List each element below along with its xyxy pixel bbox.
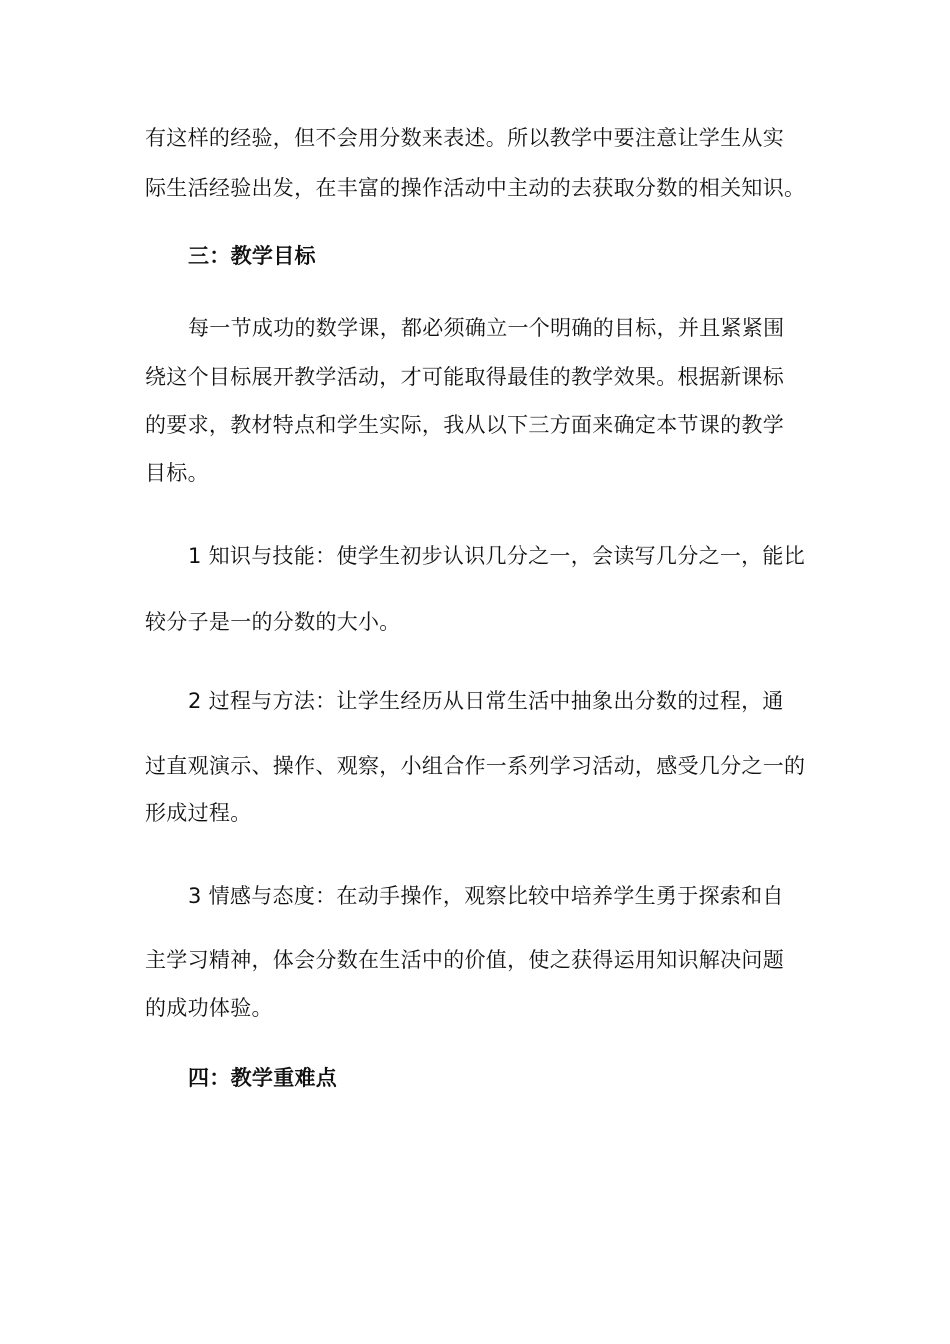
goal-3-line-2: 主学习精神，体会分数在生活中的价值，使之获得运用知识解决问题 [145,948,784,972]
goal-1-line-1: 1 知识与技能：使学生初步认识几分之一，会读写几分之一，能比 [188,544,806,568]
goal-2-line-3: 形成过程。 [145,801,252,825]
goal-3-line-1: 3 情感与态度：在动手操作，观察比较中培养学生勇于探索和自 [188,884,784,908]
goal-2-line-2: 过直观演示、操作、观察，小组合作一系列学习活动，感受几分之一的 [145,754,806,778]
intro-line-1: 有这样的经验，但不会用分数来表述。所以教学中要注意让学生从实 [145,126,784,150]
section-3-heading: 三：教学目标 [188,244,316,268]
goal-1-line-2: 较分子是一的分数的大小。 [145,610,401,634]
section-3-para-line-1: 每一节成功的数学课，都必须确立一个明确的目标，并且紧紧围 [188,316,785,340]
section-3-para-line-4: 目标。 [145,461,209,485]
section-3-para-line-3: 的要求，教材特点和学生实际，我从以下三方面来确定本节课的教学 [145,413,784,437]
section-3-para-line-2: 绕这个目标展开教学活动，才可能取得最佳的教学效果。根据新课标 [145,365,784,389]
goal-3-line-3: 的成功体验。 [145,996,273,1020]
goal-2-line-1: 2 过程与方法：让学生经历从日常生活中抽象出分数的过程，通 [188,689,784,713]
intro-line-2: 际生活经验出发，在丰富的操作活动中主动的去获取分数的相关知识。 [145,176,806,200]
section-4-heading: 四：教学重难点 [188,1066,338,1090]
